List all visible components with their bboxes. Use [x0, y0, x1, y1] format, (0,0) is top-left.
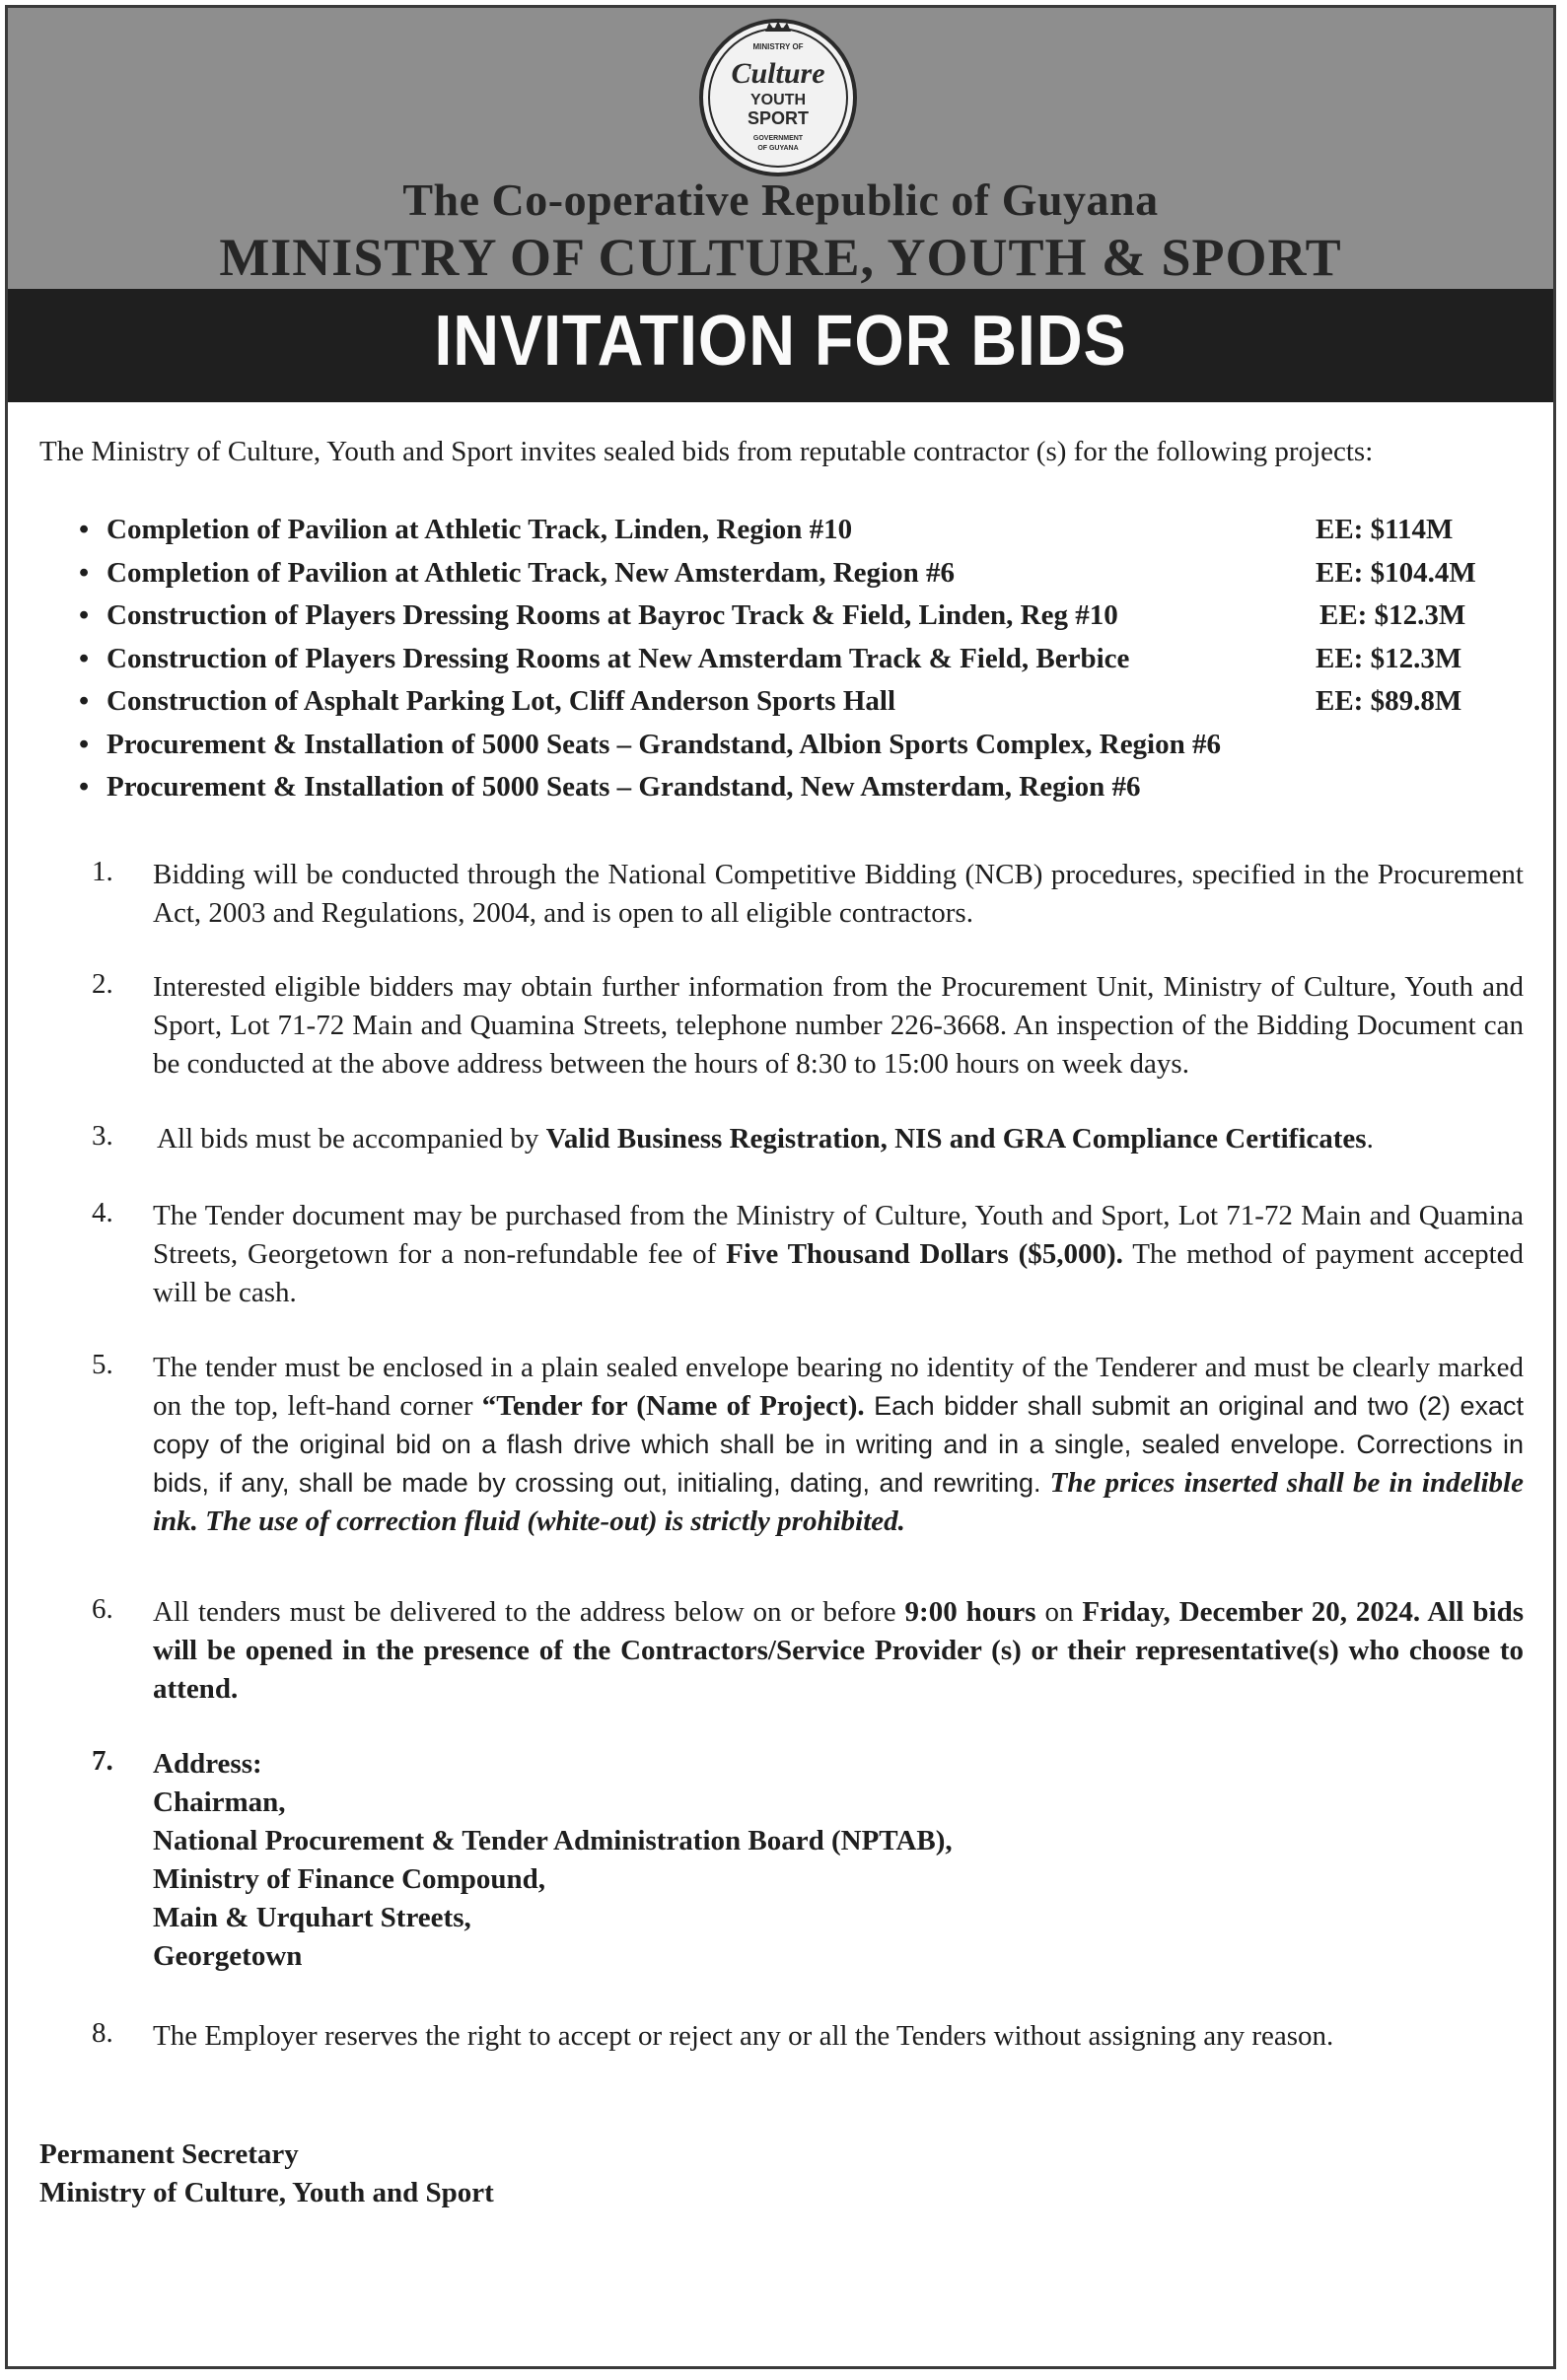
item-text: All bids must be accompanied by Valid Business Registration, NIS and GRA Compliance Certificates. [157, 1123, 1374, 1155]
svg-text:MINISTRY OF: MINISTRY OF [752, 42, 804, 51]
project-estimate: EE: $114M [1316, 514, 1454, 545]
item-text: The Employer reserves the right to accept or reject any or all the Tenders without assigning any reason. [153, 2020, 1334, 2052]
address-line: Chairman, [153, 1786, 286, 1818]
project-estimate: EE: $104.4M [1316, 556, 1476, 589]
item-text: The Tender document may be purchased from the Ministry of Culture, Youth and Sport, Lot 71-72 Main and Quamina Streets, Georgetown for a non-refundable fee of Five Thousand Dollars ($5,000). The method of payment accepted will be cash. [153, 1200, 1524, 1308]
advertisement-frame [5, 5, 1556, 2369]
bullet-icon: • [79, 556, 90, 589]
ministry-crest-logo [698, 18, 858, 177]
header [8, 8, 1553, 289]
address-label: Address: [153, 1748, 262, 1780]
item-text: The tender must be enclosed in a plain sealed envelope bearing no identity of the Tenderer and must be clearly marked on the top, left-hand corner “Tender for (Name of Project). Each bidder shall submit an original and two (2) exact copy of the original bid on a flash drive which shall be in writing and in a single, sealed envelope. Corrections in bids, if any, shall be made by crossing out, initialing, dating, and rewriting. The prices inserted shall be in indelible ink. The use of correction fluid (white-out) is strictly prohibited. [153, 1352, 1525, 1537]
bullet-icon: • [79, 642, 90, 674]
project-item [79, 557, 1519, 600]
svg-text:Culture: Culture [731, 57, 825, 90]
signature-block [39, 2135, 494, 2212]
signatory-title: Permanent Secretary [39, 2138, 299, 2170]
address-block [153, 1745, 1524, 1976]
signatory-org: Ministry of Culture, Youth and Sport [39, 2177, 494, 2208]
project-name: Construction of Asphalt Parking Lot, Cliff Anderson Sports Hall [107, 685, 896, 717]
project-name: Procurement & Installation of 5000 Seats – Grandstand, Albion Sports Complex, Region #6 [107, 728, 1221, 760]
project-name: Procurement & Installation of 5000 Seats – Grandstand, New Amsterdam, Region #6 [107, 771, 1141, 803]
address-line: Main & Urquhart Streets, [153, 1902, 471, 1933]
bullet-icon: • [79, 728, 90, 760]
item-text: Bidding will be conducted through the National Competitive Bidding (NCB) procedures, specified in the Procurement Act, 2003 and Regulations, 2004, and is open to all eligible contractors. [153, 859, 1524, 929]
item-number: 4. [92, 1197, 113, 1228]
intro-text: The Ministry of Culture, Youth and Sport invites sealed bids from reputable contractor (s) for the following projects: [39, 436, 1374, 467]
project-item [79, 771, 1519, 814]
item-number: 1. [92, 856, 113, 887]
item-number: 7. [92, 1745, 113, 1777]
project-item [79, 514, 1519, 557]
banner-title: INVITATION FOR BIDS [434, 302, 1127, 381]
item-text: All tenders must be delivered to the address below on or before 9:00 hours on Friday, December 20, 2024. All bids will be opened in the presence of the Contractors/Service Provider (s) or their representative(s) who choose to attend. [153, 1596, 1525, 1705]
item-text: Interested eligible bidders may obtain further information from the Procurement Unit, Ministry of Culture, Youth and Sport, Lot 71-72 Main and Quamina Streets, telephone number 226-3668. An inspection of the Bidding Document can be conducted at the above address between the hours of 8:30 to 15:00 hours on week days. [153, 971, 1524, 1080]
project-name: Completion of Pavilion at Athletic Track, New Amsterdam, Region #6 [107, 556, 955, 589]
address-line: National Procurement & Tender Administration Board (NPTAB), [153, 1825, 953, 1856]
title-banner [8, 289, 1553, 402]
item-number: 3. [92, 1120, 113, 1152]
bullet-icon: • [79, 771, 90, 803]
project-name: Construction of Players Dressing Rooms at Bayroc Track & Field, Linden, Reg #10 [107, 599, 1118, 631]
bullet-icon: • [79, 599, 90, 631]
item-number: 5. [92, 1349, 113, 1380]
project-estimate: EE: $12.3M [1316, 642, 1462, 674]
project-estimate: EE: $12.3M [1319, 599, 1466, 631]
bullet-icon: • [79, 514, 90, 545]
item-number: 8. [92, 2017, 113, 2049]
project-item [79, 643, 1519, 686]
project-list [79, 514, 1519, 814]
project-name: Construction of Players Dressing Rooms at New Amsterdam Track & Field, Berbice [107, 642, 1130, 674]
svg-text:GOVERNMENT: GOVERNMENT [752, 135, 804, 142]
project-name: Completion of Pavilion at Athletic Track, Linden, Region #10 [107, 514, 853, 545]
project-item [79, 729, 1519, 772]
project-item [79, 685, 1519, 729]
project-item [79, 599, 1519, 643]
svg-text:SPORT: SPORT [747, 108, 810, 128]
bullet-icon: • [79, 685, 90, 717]
project-estimate: EE: $89.8M [1316, 685, 1462, 717]
ministry-name: MINISTRY OF CULTURE, YOUTH & SPORT [219, 228, 1342, 287]
address-line: Georgetown [153, 1940, 303, 1972]
address-line: Ministry of Finance Compound, [153, 1863, 545, 1895]
country-name: The Co-operative Republic of Guyana [402, 175, 1159, 225]
item-number: 2. [92, 968, 113, 1000]
svg-text:OF GUYANA: OF GUYANA [757, 145, 799, 152]
item-number: 6. [92, 1593, 113, 1625]
svg-text:YOUTH: YOUTH [750, 92, 806, 108]
